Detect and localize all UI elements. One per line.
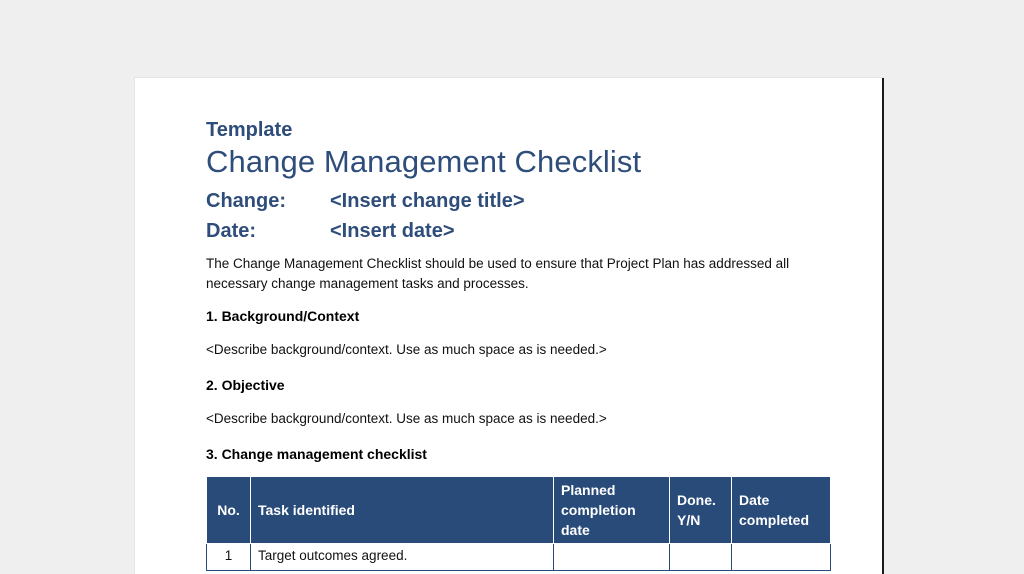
date-value: <Insert date> [330, 220, 455, 242]
cell-done [670, 544, 732, 571]
date-row [206, 216, 830, 246]
header-planned-date: Planned completion date [554, 477, 670, 544]
document-title: Change Management Checklist [206, 144, 642, 179]
document-content [206, 118, 830, 571]
header-done: Done. Y/N [670, 477, 732, 544]
section-heading-background: 1. Background/Context [206, 308, 360, 324]
header-task: Task identified [251, 477, 554, 544]
section-body-objective: <Describe background/context. Use as much space as is needed.> [206, 411, 607, 426]
cell-date-completed [732, 544, 831, 571]
header-no: No. [207, 477, 251, 544]
page-edge-divider [882, 78, 884, 574]
header-date-completed: Date completed [732, 477, 831, 544]
cell-no: 1 [207, 544, 251, 571]
cell-planned-date [554, 544, 670, 571]
section-heading-objective: 2. Objective [206, 377, 285, 393]
table-row [207, 544, 831, 571]
cell-task: Target outcomes agreed. [251, 544, 554, 571]
table-header-row [207, 477, 831, 544]
section-body-background: <Describe background/context. Use as much space as is needed.> [206, 342, 607, 357]
change-row [206, 186, 830, 216]
document-eyebrow: Template [206, 119, 293, 141]
section-heading-checklist: 3. Change management checklist [206, 446, 427, 462]
change-value: <Insert change title> [330, 190, 525, 212]
change-label: Change: [206, 190, 286, 212]
intro-paragraph: The Change Management Checklist should be used to ensure that Project Plan has addressed all necessary change management tasks and processes. [206, 256, 790, 291]
document-page [135, 78, 883, 574]
date-label: Date: [206, 220, 257, 242]
checklist-table [206, 476, 831, 571]
